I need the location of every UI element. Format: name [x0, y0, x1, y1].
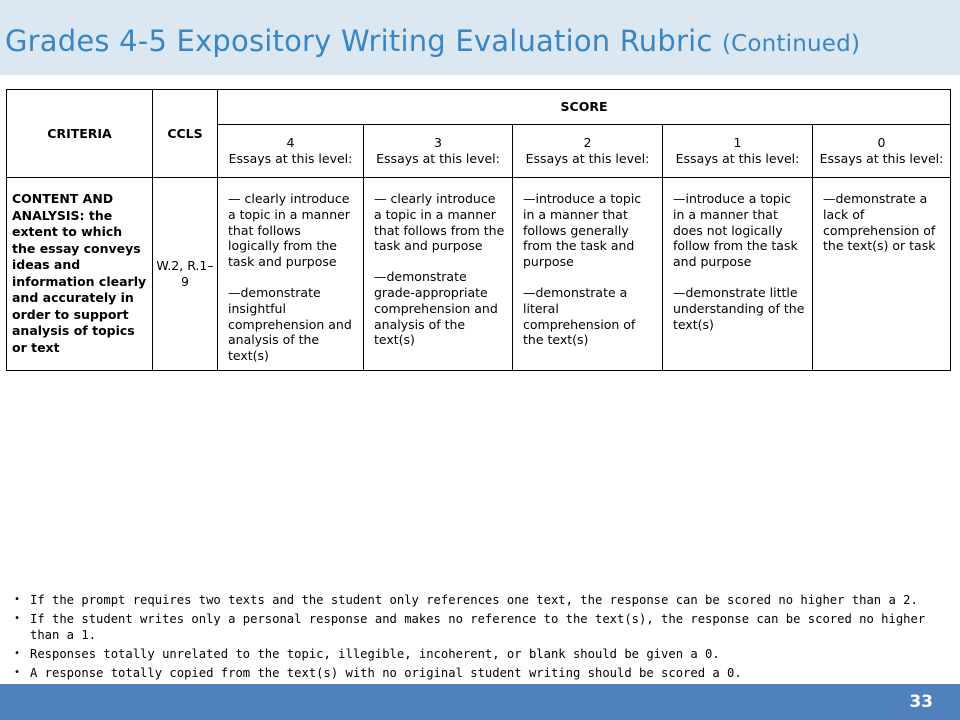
- note-item: [14, 646, 950, 662]
- level-header-4: [218, 125, 364, 178]
- level-header-2: [513, 125, 663, 178]
- level-score: 3: [434, 135, 442, 151]
- descriptor-cell-2: [513, 178, 663, 371]
- criteria-cell: CONTENT AND ANALYSIS: the extent to which the essay conveys ideas and information clearly and accurately in order to support analysis of topics or text: [7, 178, 153, 371]
- page-number: 33: [909, 692, 933, 712]
- note-text: If the prompt requires two texts and the student only references one text, the response can be scored no higher than a 2.: [30, 593, 918, 607]
- bullet-icon: •: [14, 648, 21, 659]
- descriptor-text: —demonstrate a lack of comprehension of the text(s) or task: [823, 191, 936, 254]
- descriptor-text: —demonstrate little understanding of the text(s): [673, 284, 805, 332]
- level-header-0: [813, 125, 951, 178]
- note-item: [14, 611, 950, 643]
- descriptor-cell-1: [663, 178, 813, 371]
- level-score: 4: [286, 135, 295, 151]
- descriptor-text: — clearly introduce a topic in a manner that follows from the task and purpose: [374, 191, 505, 254]
- criteria-header: CRITERIA: [7, 90, 153, 178]
- ccls-header: CCLS: [153, 90, 218, 178]
- note-item: [14, 592, 950, 608]
- descriptor-text: —demonstrate grade-appropriate comprehension and analysis of the text(s): [374, 269, 498, 348]
- bullet-icon: •: [14, 613, 21, 624]
- level-label: Essays at this level:: [376, 151, 500, 166]
- note-text: A response totally copied from the text(s) with no original student writing should be scored a 0.: [30, 666, 742, 680]
- bullet-icon: •: [14, 594, 21, 605]
- level-score: 1: [733, 135, 742, 151]
- descriptor-text: —demonstrate a literal comprehension of the text(s): [523, 284, 636, 348]
- bullet-icon: •: [14, 667, 21, 678]
- ccls-cell: W.2, R.1–9: [153, 178, 218, 371]
- descriptor-text: — clearly introduce a topic in a manner that follows logically from the task and purpose: [228, 191, 350, 270]
- descriptor-text: —introduce a topic in a manner that follows generally from the task and purpose: [523, 191, 642, 270]
- note-text: Responses totally unrelated to the topic, illegible, incoherent, or blank should be given a 0.: [30, 647, 720, 661]
- descriptor-text: —demonstrate insightful comprehension and analysis of the text(s): [228, 284, 352, 364]
- footer-band: [0, 684, 960, 720]
- score-header: SCORE: [218, 90, 951, 125]
- page-title: [5, 24, 860, 58]
- level-score: 2: [583, 135, 592, 151]
- level-label: Essays at this level:: [819, 151, 944, 166]
- descriptor-cell-4: [218, 178, 364, 371]
- title-main: Grades 4-5 Expository Writing Evaluation Rubric: [5, 24, 713, 58]
- level-label: Essays at this level:: [675, 151, 800, 166]
- content-analysis-row: [7, 178, 951, 371]
- level-score: 0: [877, 135, 886, 151]
- header-row-score: [7, 90, 951, 125]
- level-label: Essays at this level:: [228, 151, 353, 166]
- descriptor-text: —introduce a topic in a manner that does not logically follow from the task and purpose: [673, 191, 798, 270]
- level-label: Essays at this level:: [525, 151, 650, 166]
- level-header-1: [663, 125, 813, 178]
- note-item: [14, 665, 950, 681]
- note-text: If the student writes only a personal response and makes no reference to the text(s), the response can be scored no higher than a 1.: [30, 612, 926, 642]
- level-header-3: [364, 125, 513, 178]
- descriptor-cell-0: [813, 178, 951, 371]
- rubric-table: [6, 89, 951, 371]
- descriptor-cell-3: [364, 178, 513, 371]
- title-sub: (Continued): [721, 31, 861, 57]
- scoring-notes: [14, 592, 950, 684]
